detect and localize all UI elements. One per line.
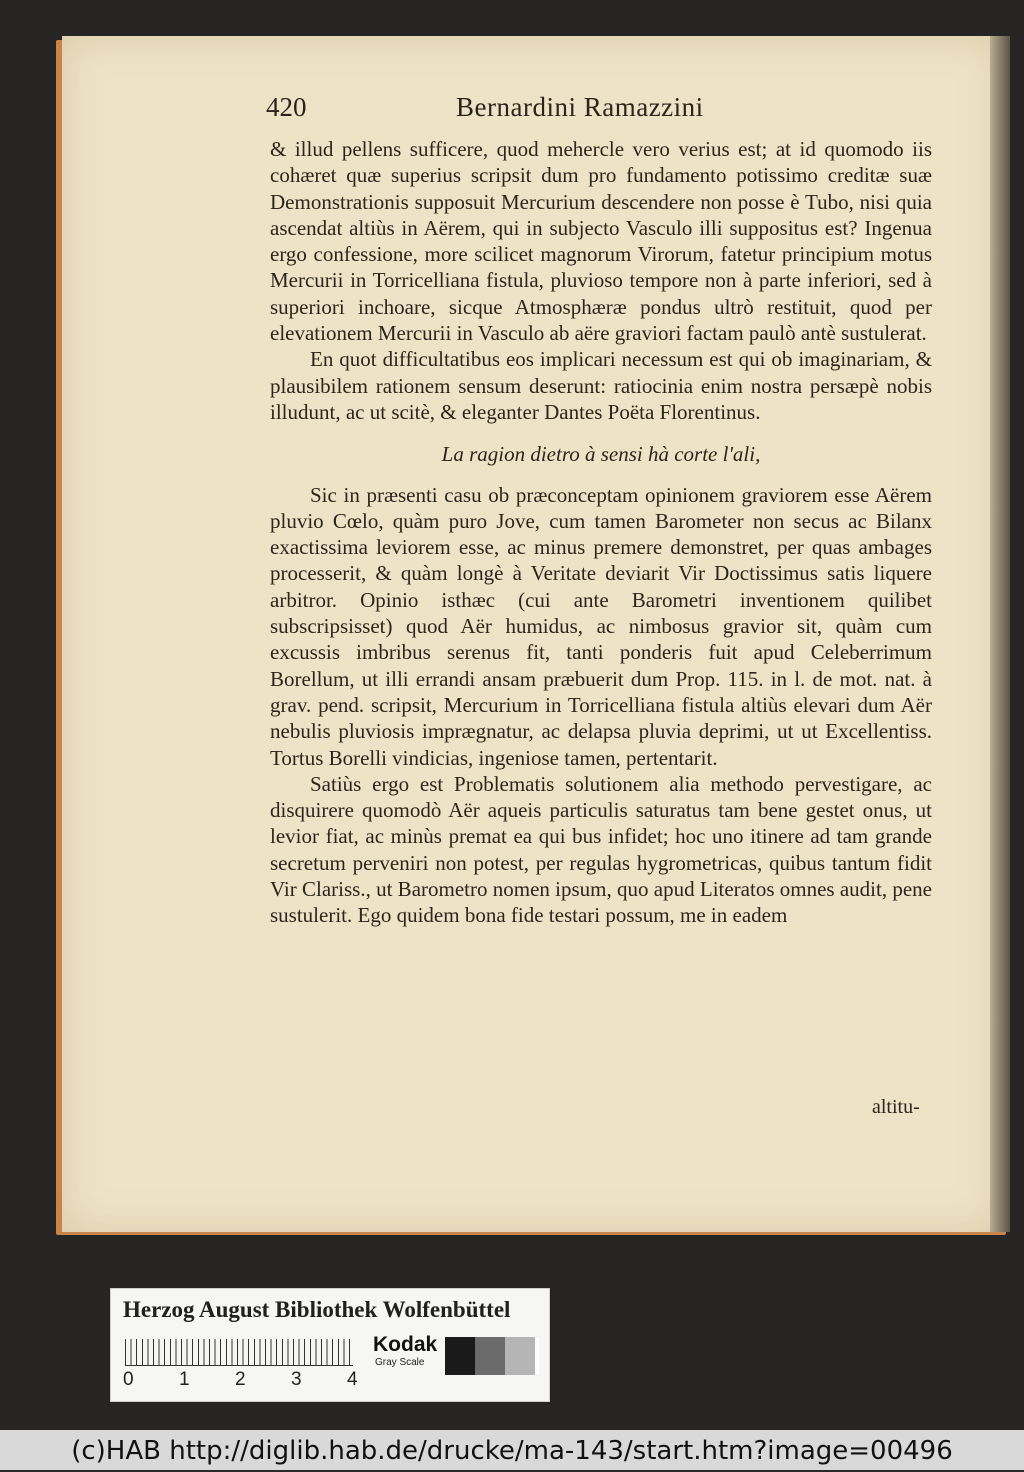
kodak-logo: Kodak [373, 1333, 438, 1356]
ruler-number: 4 [347, 1369, 358, 1390]
page-gutter-shadow [990, 36, 1010, 1232]
page-text [270, 136, 932, 929]
paragraph-2: En quot difficultatibus eos implicari necessum est qui ob imaginariam, & plausibilem rationem sensum deserunt: ratiocinia enim nostra persæpè nobis illudunt, ac ut scitè, & eleganter Dantes Poëta Florentinus. [270, 347, 932, 424]
verse-quote: La ragion dietro à sensi hà corte l'ali, [441, 442, 761, 467]
paragraph-3: Sic in præsenti casu ob præconceptam opinionem graviorem esse Aërem pluvio Cœlo, quàm puro Jove, cum tamen Barometer non secus ac Bilanx exactissima leviorem esse, ac minus premere demonstret, per quas ambages processerit, & quàm longè à Veritate deviarit Vir Doctissimus satis liquere arbitror. Opinio isthæc (cui ante Barometri inventionem quilibet subscripsisset) quod Aër humidus, ac nimbosus gravior sit, quàm cum excussis imbribus serenus fit, tanti ponderis fuit apud Celeberrimum Borellum, ut illi errandi ansam præbuerit dum Prop. 115. in l. de mot. nat. à grav. pend. scripsit, Mercurium in Torricelliana fistula altiùs elevari dum Aër nebulis pluviosis imprægnatur, ac delapsa pluvia deprimi, ut ut Excellentiss. Tortus Borelli vindicias, ingeniose tamen, pertentarit. [270, 482, 932, 770]
ruler-numbers [121, 1369, 361, 1393]
library-name: Herzog August Bibliothek Wolfenbüttel [123, 1297, 511, 1322]
copyright-footer: (c)HAB http://diglib.hab.de/drucke/ma-143/start.htm?image=00496 [0, 1430, 1024, 1470]
color-target-card [110, 1288, 550, 1402]
catchword: altitu- [872, 1096, 920, 1118]
running-head: Bernardini Ramazzini [456, 92, 704, 122]
page-header [266, 88, 946, 128]
ruler-number: 3 [291, 1369, 302, 1390]
paragraph-1: & illud pellens sufficere, quod mehercle vero verius est; at id quomodo iis cohæret quæ superius scripsit dum pro fundamento potissimo creditæ suæ Demonstrationis supposuit Mercurium descendere non posse è Tubo, nisi quia ascendat altiùs in Aërem, qui in subjecto Vasculo illi suppositus est? Ingenua ergo confessione, more scilicet magnorum Virorum, fatetur principium motus Mercurii in Torricelliana fistula, pluvioso tempore non à parte inferiori, sed à superiori inchoare, sicque Atmosphæræ pondus ultrò restituit, quod per elevationem Mercurii in Vasculo ab aëre graviori factam paulò antè sustulerat. [270, 137, 932, 346]
gray-scale-label: Gray Scale [375, 1357, 425, 1368]
ruler-number: 1 [179, 1369, 190, 1390]
paragraph-4: Satiùs ergo est Problematis solutionem alia methodo pervestigare, ac disquirere quomodò Aër aqueis particulis saturatus tam bene gestet onus, ut levior fiat, ac minùs premat ea qui bus infidet; hoc uno itinere ad tam grande secretum perveniri non potest, per regulas hygrometricas, quibus tantum fidit Vir Clariss., ut Barometro nomen ipsum, quo apud Literatos omnes audit, pene sustulerit. Ego quidem bona fide testari possum, me in eadem [270, 771, 932, 928]
page-number: 420 [266, 92, 307, 122]
ruler-scale [125, 1339, 353, 1366]
gray-swatch-dark [475, 1337, 505, 1375]
gray-swatch-light [505, 1337, 535, 1375]
gray-swatch-black [445, 1337, 475, 1375]
ruler-number: 0 [123, 1369, 134, 1390]
gray-swatch-white [535, 1337, 539, 1375]
ruler-number: 2 [235, 1369, 246, 1390]
